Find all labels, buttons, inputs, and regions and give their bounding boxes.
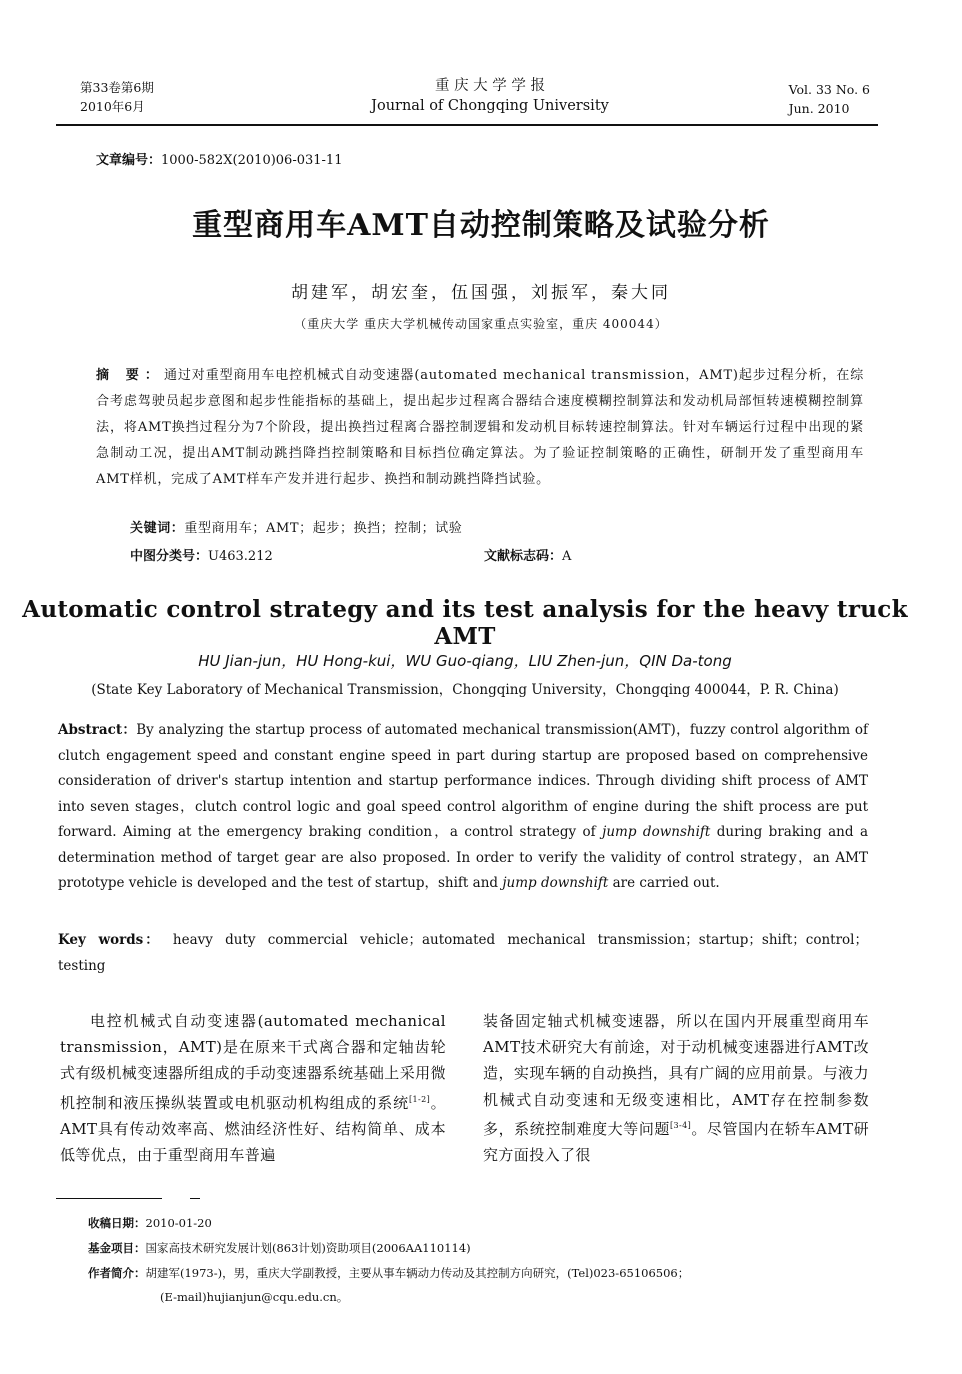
authors-en: HU Jian-jun，HU Hong-kui，WU Guo-qiang，LIU Zhen-jun，QIN Da-tong [198,652,732,670]
abstract-en-text-2: during braking and a determination method of target gear are also proposed. In order to verify the validity of control strategy，an AMT prototype vehicle is developed and the test of startup，shift and [58,824,868,891]
keywords-en-text: heavy duty commercial vehicle；automated mechanical transmission；startup；shift；control；testing [58,932,868,974]
document-code-value: A [562,549,572,564]
abstract-cn [96,363,864,493]
affiliation-en: (State Key Laboratory of Mechanical Transmission，Chongqing University，Chongqing 400044，P. R. China) [91,682,839,698]
journal-name-en: Journal of Chongqing University [371,98,609,114]
abstract-en-text-3: are carried out. [608,875,720,891]
author-bio-label: 作者简介： [88,1266,146,1280]
journal-issue-right [789,80,870,118]
journal-name [300,76,680,116]
keywords-cn-label: 关键词： [130,521,185,536]
fund-label: 基金项目： [88,1241,146,1255]
body-right-text-2: 。尽管国内在轿车AMT研究方面投入了很 [483,1119,870,1165]
body-left-text-2: 。AMT具有传动效率高、燃油经济性好、结构简单、成本低等优点，由于重型商用车普遍 [60,1093,446,1165]
citation-ref[interactable]: [3-4] [670,1120,692,1130]
document-code-label: 文献标志码： [484,549,563,564]
citation-ref[interactable]: [1-2] [409,1094,431,1104]
clc-number [130,545,273,564]
journal-issue-left [80,78,154,116]
abstract-en-italic-2: jump downshift [502,875,609,891]
body-column-left [60,1008,446,1168]
volume-issue-cn: 第33卷第6期 [80,80,154,95]
body-right-text-1: 装备固定轴式机械变速器，所以在国内开展重型商用车AMT技术研究大有前途，对于动机械变速器进行AMT改造，实现车辆的自动换挡，具有广阔的应用前景。与液力机械式自动变速和无级变速相比，AMT存在控制参数多，系统控制难度大等问题 [483,1012,869,1138]
date-cn: 2010年6月 [80,99,145,114]
document-code [484,545,571,564]
received-date: 2010-01-20 [145,1216,212,1230]
footnote-received [88,1212,888,1235]
body-left-text-1: 电控机械式自动变速器(automated mechanical transmission，AMT)是在原来干式离合器和定轴齿轮式有级机械变速器所组成的手动变速器系统基础上采用微机控制和液压操纵装置或电机驱动机构组成的系统 [60,1012,446,1112]
header-rule [56,124,878,126]
title-en: Automatic control strategy and its test analysis for the heavy truck AMT [22,596,908,650]
footnote-fund [88,1237,888,1260]
author-email[interactable]: (E-mail)hujianjun@cqu.edu.cn。 [160,1290,349,1304]
title-cn: 重型商用车AMT自动控制策略及试验分析 [192,208,770,243]
article-number-label: 文章编号： [96,153,162,168]
affiliation-cn: （重庆大学 重庆大学机械传动国家重点实验室，重庆 400044） [294,317,668,331]
keywords-en [58,928,868,979]
keywords-cn [130,517,462,536]
volume-issue-en: Vol. 33 No. 6 [788,82,870,97]
author-bio-text: 胡建军(1973-)，男，重庆大学副教授，主要从事车辆动力传动及其控制方向研究，(Tel)023-65106506； [145,1266,690,1280]
abstract-cn-text: 通过对重型商用车电控机械式自动变速器(automated mechanical transmission，AMT)起步过程分析，在综合考虑驾驶员起步意图和起步性能指标的基础上，提出起步过程离合器结合速度模糊控制算法和发动机局部恒转速模糊控制算法，将AMT换挡过程分为7个阶段，提出换挡过程离合器控制逻辑和发动机目标转速控制算法。针对车辆运行过程中出现的紧急制动工况，提出AMT制动跳挡降挡控制策略和目标挡位确定算法。为了验证控制策略的正确性，研制开发了重型商用车AMT样机，完成了AMT样车产发并进行起步、换挡和制动跳挡降挡试验。 [96,368,864,487]
keywords-en-label: Key words： [58,932,161,948]
article-number-value: 1000-582X(2010)06-031-11 [161,153,343,168]
received-label: 收稿日期： [88,1216,146,1230]
date-en: Jun. 2010 [788,101,850,116]
journal-name-cn: 重 庆 大 学 学 报 [434,78,546,94]
fund-text: 国家高技术研究发展计划(863计划)资助项目(2006AA110114) [145,1241,471,1255]
footnote-rule-short [190,1198,200,1199]
keywords-cn-text: 重型商用车；AMT；起步；换挡；控制；试验 [184,521,463,536]
abstract-en-label: Abstract： [58,722,137,738]
clc-value: U463.212 [208,549,273,564]
footnote-rule [56,1198,162,1199]
authors-cn: 胡建军，胡宏奎，伍国强，刘振军，秦大同 [291,283,671,303]
body-column-right [483,1008,869,1168]
article-number [96,149,342,168]
footnote-author [88,1262,888,1285]
clc-label: 中图分类号： [130,549,209,564]
abstract-en-italic-1: jump downshift [602,824,711,840]
abstract-en [58,718,868,897]
abstract-en-text-1: By analyzing the startup process of automated mechanical transmission(AMT)，fuzzy control algorithm of clutch engagement speed and constant engine speed in part during startup are proposed based on comprehensive consideration of driver's startup intention and startup performance indices. Through dividing shift process of AMT into seven stages，clutch control logic and goal speed control algorithm of engine during the shift process are put forward. Aiming at the emergency braking condition，a control strategy of [58,722,868,840]
abstract-cn-label: 摘 要： [96,368,164,383]
